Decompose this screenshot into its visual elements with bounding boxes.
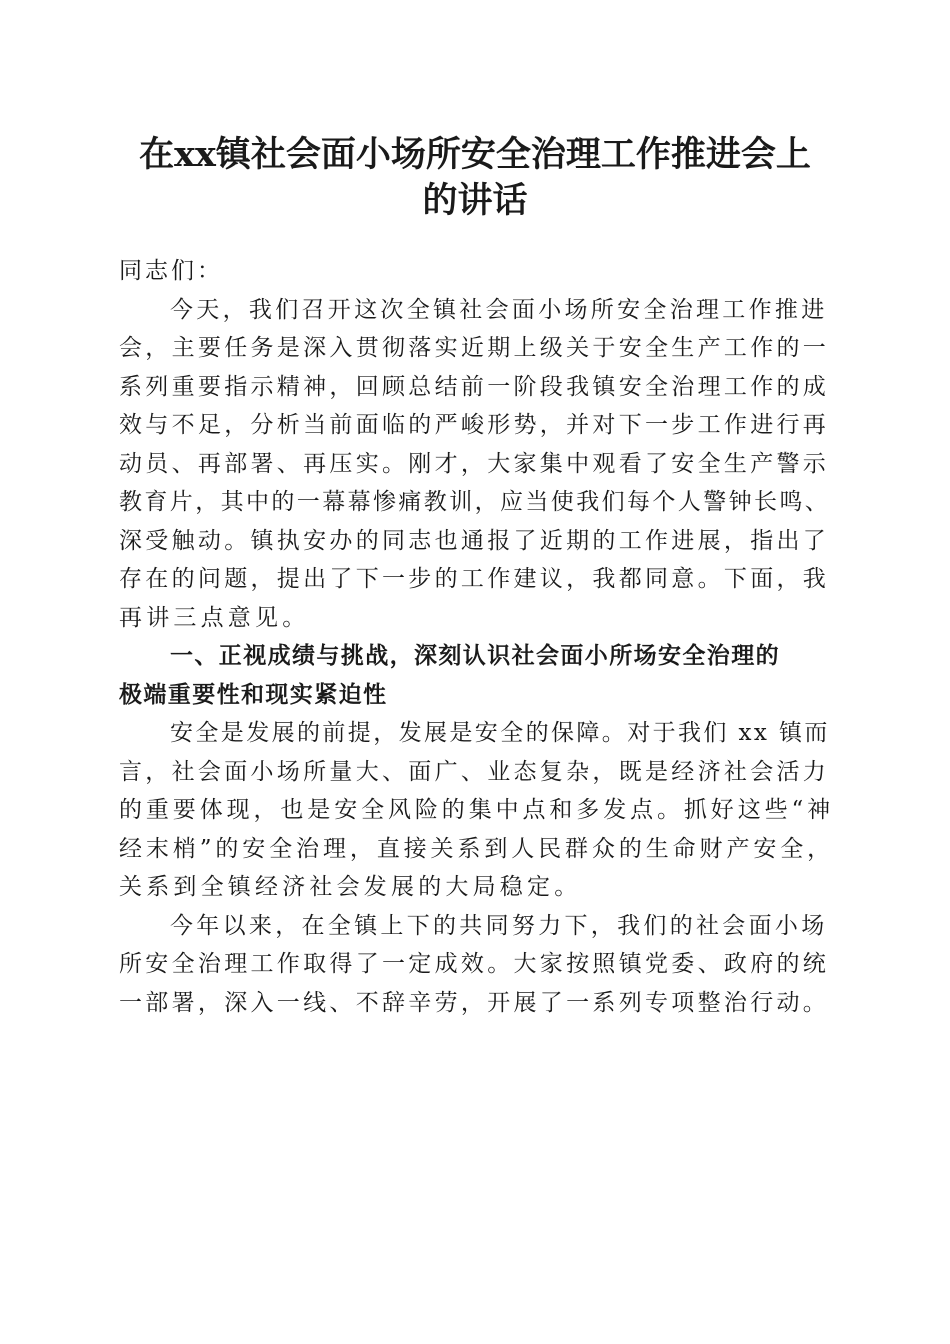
- paragraph-line: 关系到全镇经济社会发展的大局稳定。: [119, 874, 582, 900]
- paragraph-line: 经末梢”的安全治理，直接关系到人民群众的生命财产安全，: [119, 835, 835, 862]
- speech-body: [119, 252, 834, 1022]
- salutation: 同志们：: [119, 258, 223, 284]
- paragraph-line: 会，主要任务是深入贯彻落实近期上级关于安全生产工作的一: [119, 335, 830, 361]
- speech-title: [100, 132, 850, 224]
- paragraph-line: 动员、再部署、再压实。刚才，大家集中观看了安全生产警示: [119, 450, 830, 477]
- paragraph-line: 存在的问题，提出了下一步的工作建议，我都同意。下面，我: [119, 566, 830, 592]
- paragraph-line: 再讲三点意见。: [119, 604, 310, 631]
- paragraph-line: 言，社会面小场所量大、面广、业态复杂，既是经济社会活力: [119, 758, 830, 785]
- paragraph-line: 一部署，深入一线、不辞辛劳，开展了一系列专项整治行动。: [119, 989, 830, 1016]
- title-line-1: 在xx镇社会面小场所安全治理工作推进会上: [139, 134, 811, 175]
- title-line-2: 的讲话: [422, 180, 528, 221]
- paragraph-line: 深受触动。镇执安办的同志也通报了近期的工作进展，指出了: [119, 527, 830, 554]
- section-heading-1: [119, 637, 834, 714]
- paragraph-line: 的重要体现，也是安全风险的集中点和多发点。抓好这些“神: [119, 797, 835, 823]
- paragraph-1: [119, 291, 834, 638]
- heading-line: 一、正视成绩与挑战，深刻认识社会面小所场安全治理的: [170, 643, 780, 669]
- heading-line: 极端重要性和现实紧迫性: [119, 681, 388, 708]
- paragraph-line: 所安全治理工作取得了一定成效。大家按照镇党委、政府的统: [119, 951, 830, 977]
- paragraph-line: 系列重要指示精神，回顾总结前一阶段我镇安全治理工作的成: [119, 373, 830, 400]
- paragraph-3: [119, 907, 834, 1023]
- paragraph-line: 今年以来，在全镇上下的共同努力下，我们的社会面小场: [170, 912, 828, 939]
- paragraph-line: 教育片，其中的一幕幕惨痛教训，应当使我们每个人警钟长鸣、: [119, 489, 831, 515]
- paragraph-2: [119, 714, 834, 907]
- paragraph-line: 安全是发展的前提，发展是安全的保障。对于我们 xx 镇而: [170, 720, 830, 746]
- paragraph-line: 今天，我们召开这次全镇社会面小场所安全治理工作推进: [170, 296, 828, 323]
- paragraph-line: 效与不足，分析当前面临的严峻形势，并对下一步工作进行再: [119, 412, 830, 438]
